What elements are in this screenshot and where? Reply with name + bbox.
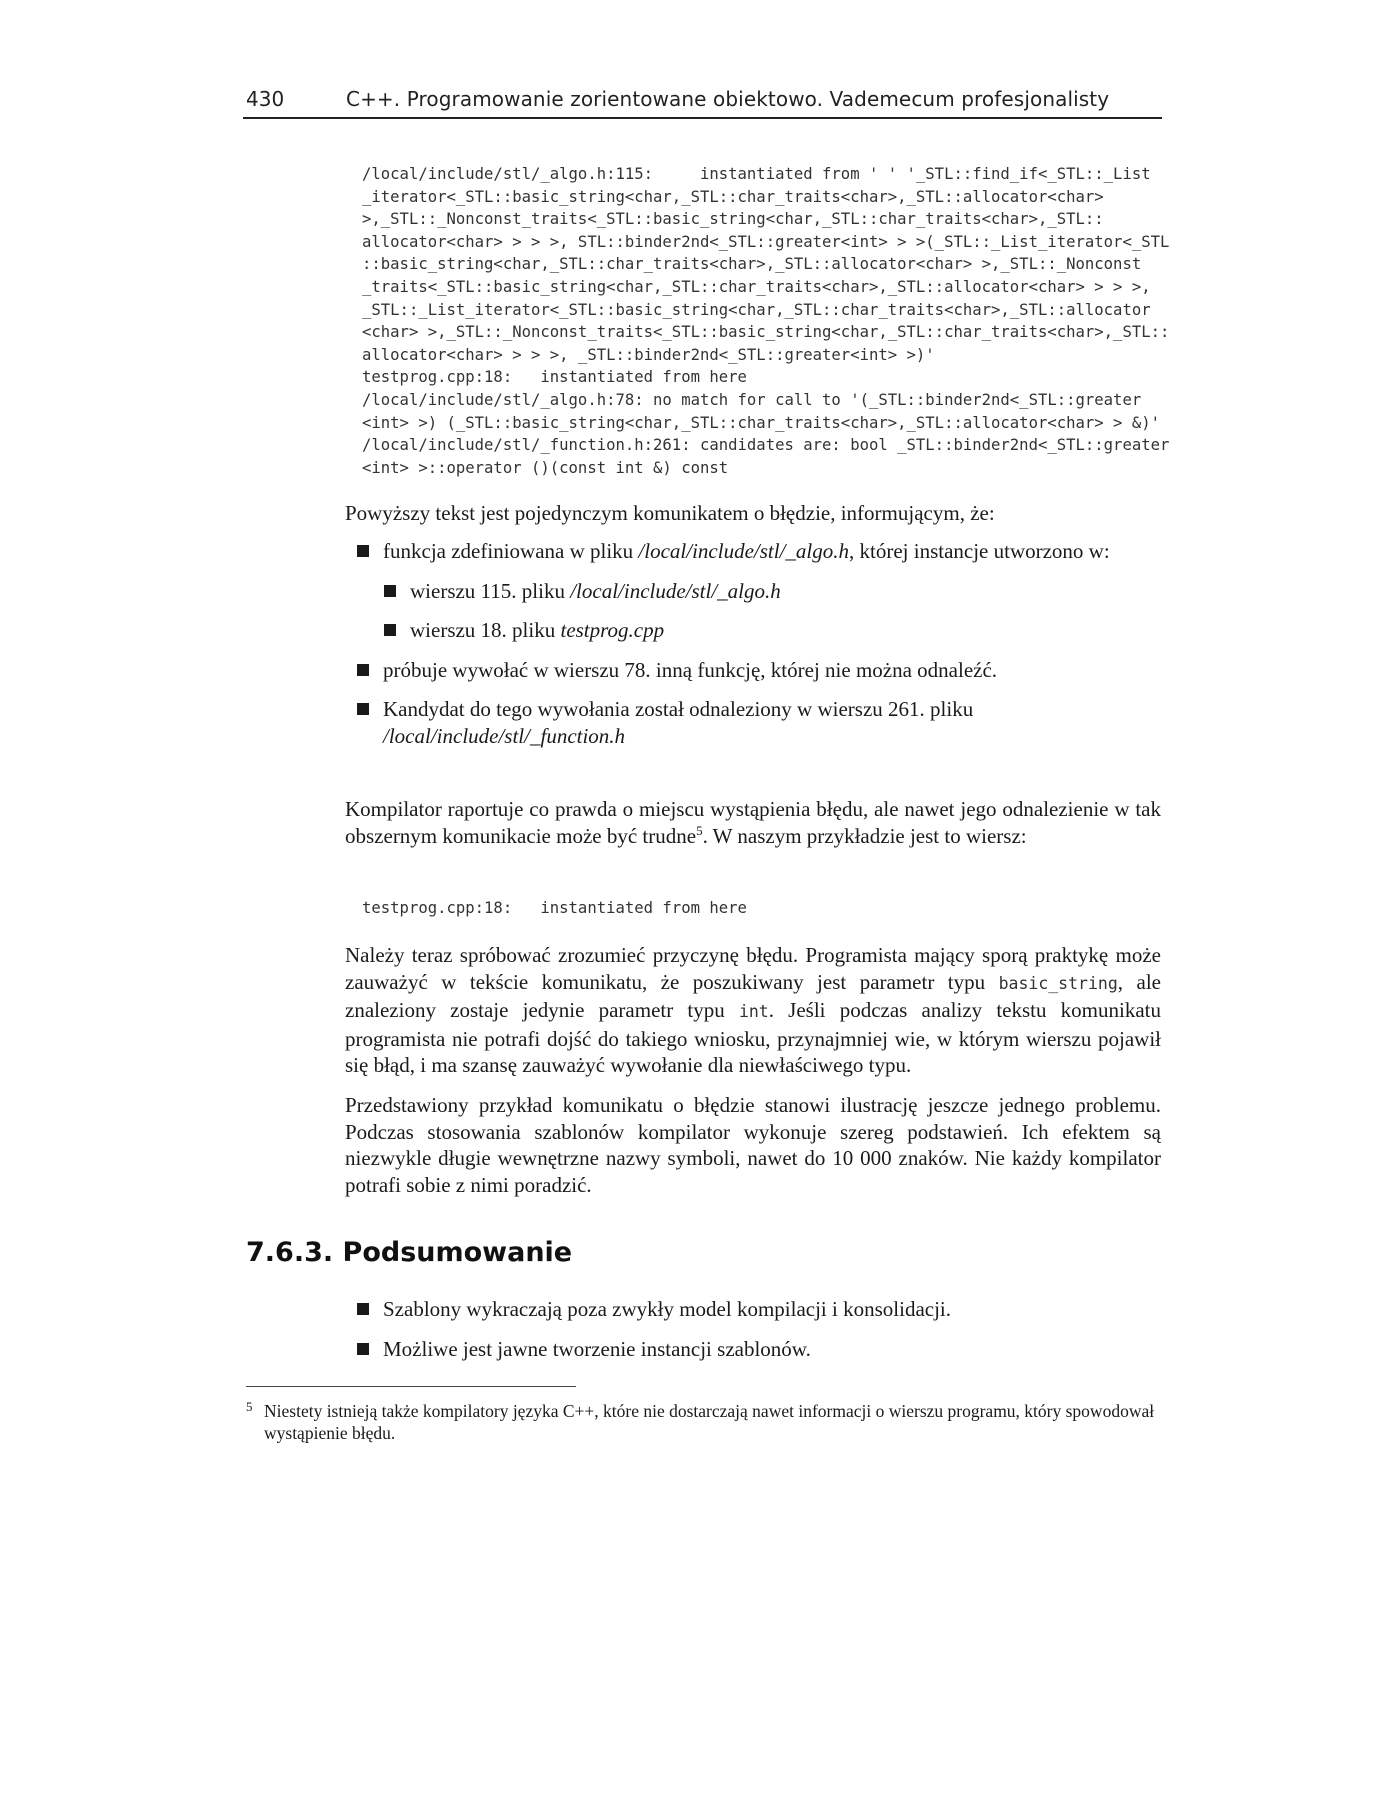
bullet-square-icon — [357, 1303, 369, 1315]
list-item-text: wierszu 115. pliku /local/include/stl/_algo.h — [410, 578, 781, 603]
list-item — [357, 657, 1162, 684]
running-header — [243, 83, 1162, 119]
list-item-text: funkcja zdefiniowana w pliku /local/include/stl/_algo.h, której instancje utworzono w: — [383, 539, 1110, 563]
footnote-number: 5 — [246, 1399, 253, 1414]
code-line: allocator<char> > > >, STL::binder2nd<_STL::greater<int> > >(_STL::_List_iterator<_STL — [362, 232, 1170, 251]
file-path: /local/include/stl/_algo.h — [638, 539, 849, 563]
code-line: ::basic_string<char,_STL::char_traits<char>,_STL::allocator<char> >,_STL::_Nonconst — [362, 255, 1142, 274]
file-path: /local/include/stl/_algo.h — [570, 578, 781, 603]
code-line: _traits<_STL::basic_string<char,_STL::char_traits<char>,_STL::allocator<char> > > >, — [362, 277, 1151, 296]
bullet-square-icon — [357, 545, 369, 557]
intro-paragraph: Powyższy tekst jest pojedynczym komunikatem o błędzie, informującym, że: — [345, 501, 995, 525]
bullet-square-icon — [384, 585, 396, 597]
templates-paragraph: Przedstawiony przykład komunikatu o błędzie stanowi ilustrację jeszcze jednego problemu. Podczas stosowania szablonów kompilator wykonuje szereg podstawień. Ich efektem są niezwykle długie wewnętrzne nazwy symboli, nawet do 10 000 znaków. Nie każdy kompilator potrafi sobie z nimi poradzić. — [345, 1093, 1161, 1197]
code-line: /local/include/stl/_algo.h:115: instantiated from ' ' '_STL::find_if<_STL::_List — [362, 165, 1151, 183]
bullet-square-icon — [357, 703, 369, 715]
compiler-error-listing — [362, 163, 1170, 479]
list-item-text: Szablony wykraczają poza zwykły model kompilacji i konsolidacji. — [383, 1297, 952, 1321]
list-item — [384, 578, 1162, 605]
inline-code: basic_string — [998, 973, 1118, 993]
compiler-paragraph: Kompilator raportuje co prawda o miejscu wystąpienia błędu, ale nawet jego odnalezienie w tak obszernym komunikacie może być trudne$^5$. W naszym przykładzie jest to wiersz: — [345, 797, 1161, 848]
footnote — [246, 1400, 1162, 1444]
list-item — [384, 617, 1162, 644]
list-item-text: Możliwe jest jawne tworzenie instancji szablonów. — [383, 1336, 811, 1361]
bullet-square-icon — [357, 1343, 369, 1355]
code-line: _iterator<_STL::basic_string<char,_STL::char_traits<char>,_STL::allocator<char> — [362, 187, 1104, 206]
footnote-text: Niestety istnieją także kompilatory języka C++, które nie dostarczają nawet informacji o wierszu programu, który spowodował wystąpienie błędu. — [264, 1401, 1155, 1443]
list-item — [357, 1336, 1162, 1363]
list-item — [357, 696, 1162, 749]
code-line: /local/include/stl/_algo.h:78: no match for call to '(_STL::binder2nd<_STL::greater — [362, 390, 1142, 409]
error-line-code: testprog.cpp:18: instantiated from here — [362, 899, 747, 917]
code-line: <int> >) (_STL::basic_string<char,_STL::char_traits<char>,_STL::allocator<char> > &)' — [362, 413, 1160, 432]
list-item — [357, 538, 1162, 644]
error-explanation-list — [357, 538, 1162, 762]
code-line: allocator<char> > > >, _STL::binder2nd<_STL::greater<int> >)' — [362, 345, 935, 364]
list-item-text: Kandydat do tego wywołania został odnaleziony w wierszu 261. pliku /local/include/stl/_function.h — [383, 697, 974, 748]
inline-code: int — [738, 1002, 769, 1021]
page-number: 430 — [246, 87, 285, 111]
section-heading: 7.6.3. Podsumowanie — [246, 1237, 573, 1268]
code-line: /local/include/stl/_function.h:261: candidates are: bool _STL::binder2nd<_STL::greater — [362, 436, 1170, 455]
code-line: _STL::_List_iterator<_STL::basic_string<char,_STL::char_traits<char>,_STL::allocator — [362, 300, 1151, 319]
footnote-ref: 5 — [696, 822, 703, 838]
list-item-text: wierszu 18. pliku testprog.cpp — [410, 618, 665, 642]
code-line: >,_STL::_Nonconst_traits<_STL::basic_string<char,_STL::char_traits<char>,_STL:: — [362, 210, 1104, 229]
code-line: testprog.cpp:18: instantiated from here — [362, 368, 747, 387]
list-item — [357, 1296, 1162, 1323]
summary-list — [357, 1296, 1162, 1375]
code-line: <int> >::operator ()(const int &) const — [362, 458, 729, 477]
book-title: C++. Programowanie zorientowane obiektowo. Vademecum profesjonalisty — [346, 87, 1110, 111]
footnote-separator — [246, 1386, 576, 1387]
list-item-text: próbuje wywołać w wierszu 78. inną funkcję, której nie można odnaleźć. — [383, 657, 998, 682]
analysis-paragraph: Należy teraz spróbować zrozumieć przyczynę błędu. Programista mający sporą praktykę może zauważyć w tekście komunikatu, że poszukiwany jest parametr typu basic_string, ale znaleziony zostaje jedynie parametr typu int. Jeśli podczas analizy tekstu komunikatu programista nie potrafi dojść do takiego wniosku, przynajmniej wie, w którym wierszu pojawił się błąd, i ma szansę zauważyć wywołanie dla niewłaściwego typu. — [345, 943, 1161, 1077]
instantiation-sublist — [357, 578, 1162, 644]
file-path: /local/include/stl/_function.h — [383, 723, 626, 748]
file-path: testprog.cpp — [560, 618, 665, 642]
code-line: <char> >,_STL::_Nonconst_traits<_STL::basic_string<char,_STL::char_traits<char>,_STL:: — [362, 323, 1170, 342]
bullet-square-icon — [357, 664, 369, 676]
bullet-square-icon — [384, 624, 396, 636]
